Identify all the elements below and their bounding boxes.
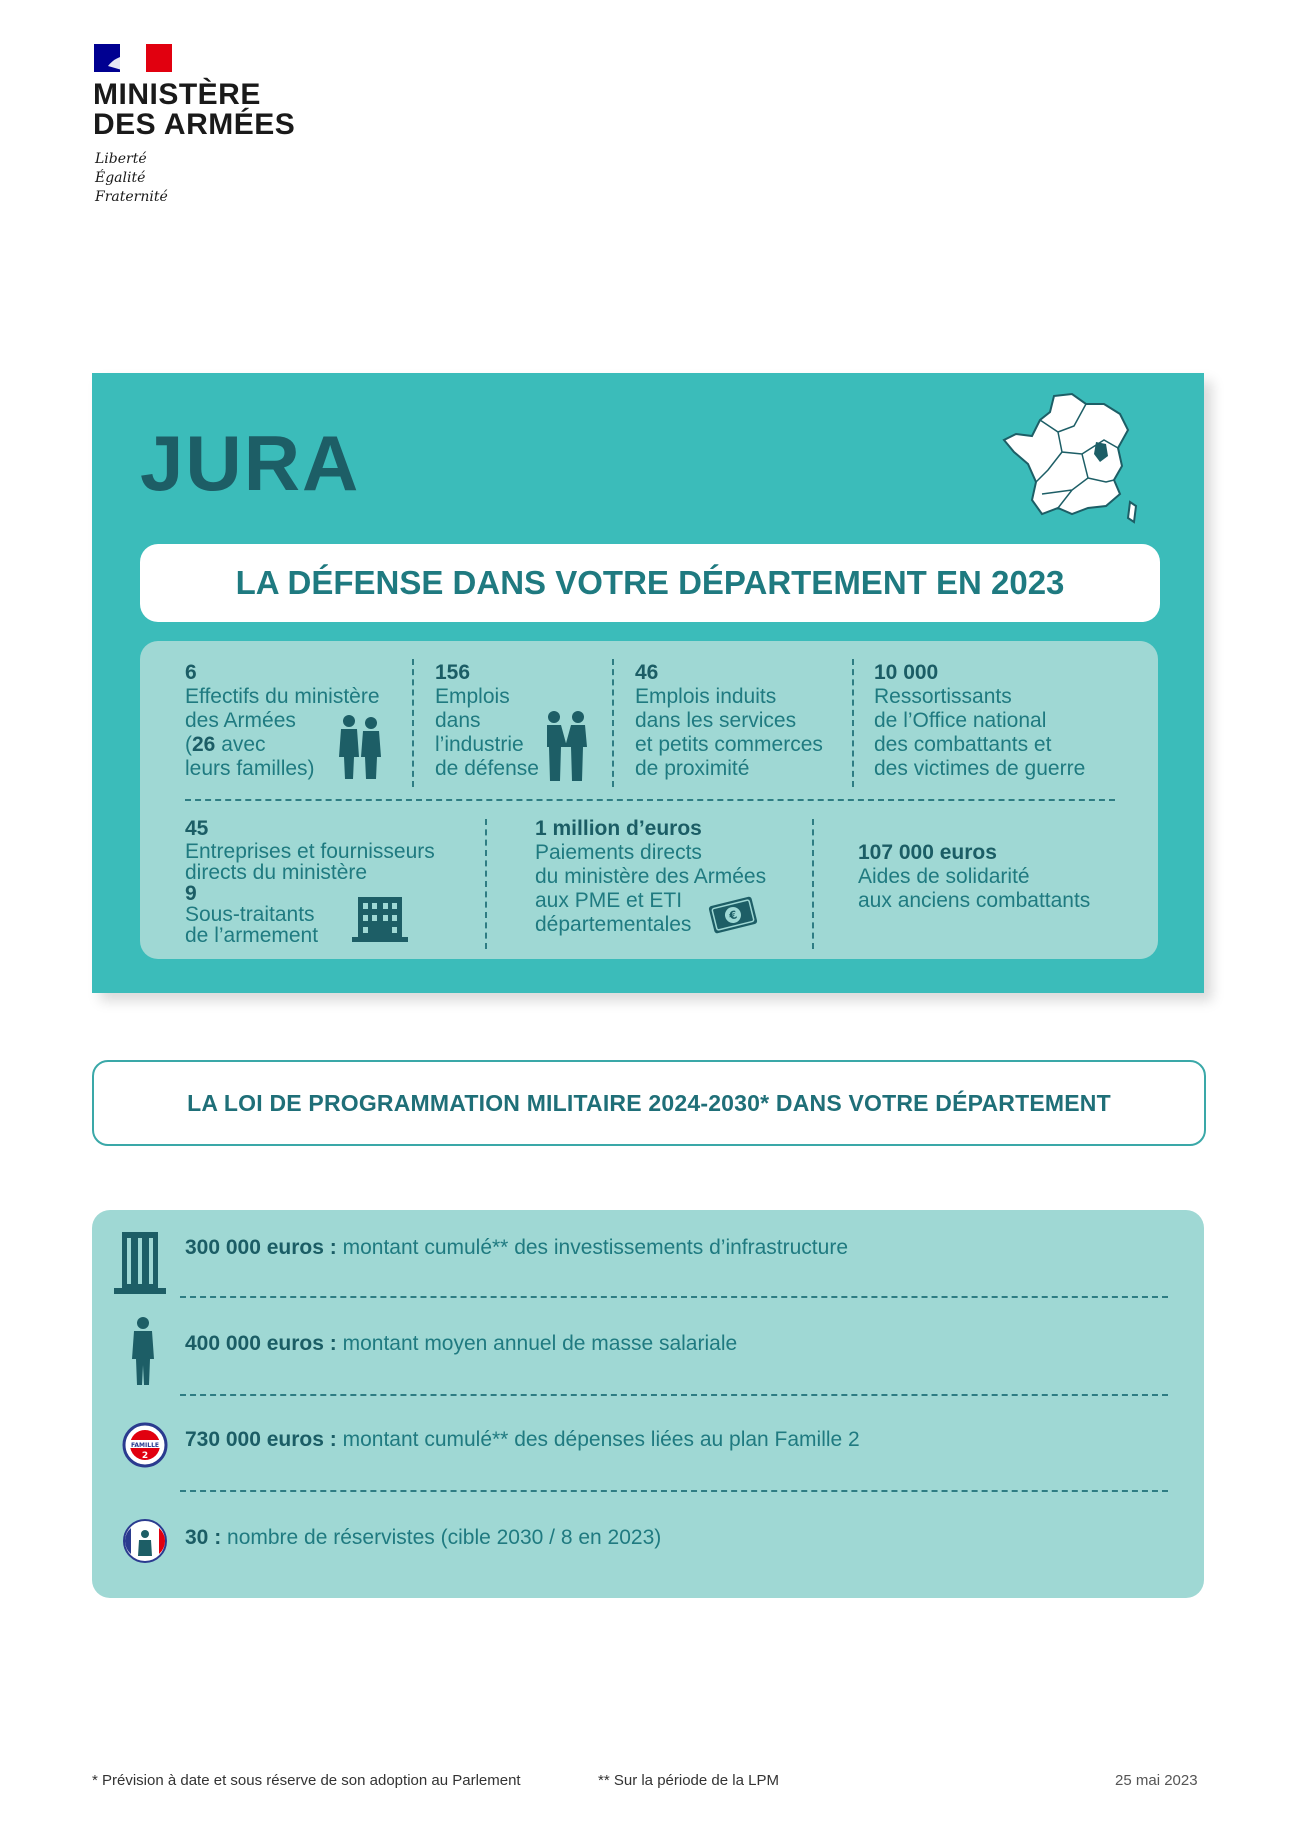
stat-ressortissants: 10 000 Ressortissants de l’Office national des combattants et des victimes de guerre bbox=[874, 661, 1086, 780]
stat-emplois-induits: 46 Emplois induits dans les services et petits commerces de proximité bbox=[635, 661, 823, 780]
svg-text:2: 2 bbox=[141, 1451, 149, 1461]
lpm-title: LA LOI DE PROGRAMMATION MILITAIRE 2024-2030* DANS VOTRE DÉPARTEMENT bbox=[187, 1089, 1111, 1116]
stat-entreprises: 45 Entreprises et fournisseurs directs du ministère 9 Sous-traitants de l’armement bbox=[185, 817, 435, 947]
republic-motto: Liberté Égalité Fraternité bbox=[95, 151, 168, 205]
stat-effectifs: 6 Effectifs du ministère des Armées (26 avec leurs familles) bbox=[185, 661, 380, 780]
stats-card bbox=[140, 641, 1158, 959]
footnote-lpm-periode: ** Sur la période de la LPM bbox=[598, 1772, 779, 1789]
footnote-prevision: * Prévision à date et sous réserve de son adoption au Parlement bbox=[92, 1772, 521, 1789]
plan-famille-badge-icon bbox=[122, 1422, 168, 1468]
person-icon bbox=[130, 1316, 156, 1386]
lpm-row-infrastructure: 300 000 euros : montant cumulé** des investissements d’infrastructure bbox=[185, 1236, 848, 1259]
banknote-icon bbox=[705, 893, 761, 937]
svg-text:FAMILLE: FAMILLE bbox=[130, 1442, 160, 1449]
publication-date: 25 mai 2023 bbox=[1115, 1772, 1198, 1789]
stat-aides: 107 000 euros Aides de solidarité aux anciens combattants bbox=[858, 841, 1091, 912]
department-title: LA DÉFENSE DANS VOTRE DÉPARTEMENT EN 2023 bbox=[235, 564, 1065, 601]
lpm-row-reservistes: 30 : nombre de réservistes (cible 2030 / 8 en 2023) bbox=[185, 1526, 662, 1549]
marianne-flag-logo bbox=[94, 44, 172, 72]
ministry-name: MINISTÈRE DES ARMÉES bbox=[93, 78, 296, 141]
svg-text:€: € bbox=[727, 908, 739, 923]
department-name: JURA bbox=[140, 419, 361, 507]
stat-paiements: 1 million d’euros Paiements directs du ministère des Armées aux PME et ETI départementales bbox=[535, 817, 767, 936]
building-icon bbox=[112, 1230, 168, 1296]
france-map-icon bbox=[1002, 390, 1142, 530]
reserve-badge-icon bbox=[122, 1518, 168, 1564]
handshake-icon bbox=[543, 709, 589, 785]
stat-emplois-industrie: 156 Emplois dans l’industrie de défense bbox=[435, 661, 539, 780]
building-icon bbox=[350, 891, 410, 943]
lpm-row-salariale: 400 000 euros : montant moyen annuel de masse salariale bbox=[185, 1332, 738, 1355]
lpm-title-box bbox=[92, 1060, 1206, 1146]
soldier-family-icon bbox=[335, 713, 385, 781]
department-title-box bbox=[140, 544, 1160, 622]
lpm-row-famille: 730 000 euros : montant cumulé** des dépenses liées au plan Famille 2 bbox=[185, 1428, 860, 1451]
